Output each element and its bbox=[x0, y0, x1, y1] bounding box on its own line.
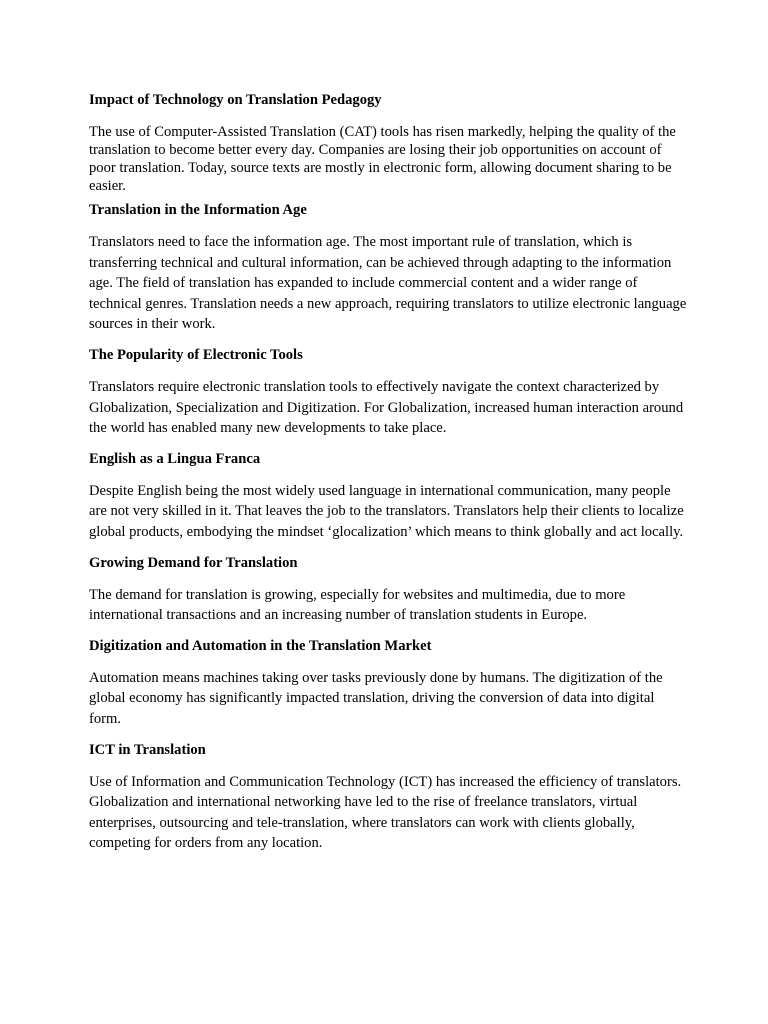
section-paragraph: The demand for translation is growing, especially for websites and multimedia, due to more international transactions and an increasing number of translation students in Europe. bbox=[89, 586, 626, 624]
section-heading: The Popularity of Electronic Tools bbox=[89, 346, 303, 363]
section-paragraph: Translators need to face the information age. The most important rule of translation, which is transferring technical and cultural information, can be achieved through adapting to the information age. The field of translation has expanded to include commercial content and a wider range of technical genres. Translation needs a new approach, requiring translators to utilize electronic language sources in their work. bbox=[89, 234, 687, 333]
section-heading: Impact of Technology on Translation Pedagogy bbox=[89, 92, 382, 108]
section-heading: Translation in the Information Age bbox=[89, 202, 307, 218]
section-heading: English as a Lingua Franca bbox=[89, 450, 261, 467]
section-heading: ICT in Translation bbox=[89, 741, 206, 758]
section-paragraph: Automation means machines taking over tasks previously done by humans. The digitization of the global economy has significantly impacted translation, driving the conversion of data into digital form. bbox=[89, 669, 663, 727]
section-paragraph: Despite English being the most widely used language in international communication, many people are not very skilled in it. That leaves the job to the translators. Translators help their clients to localize global products, embodying the mindset ‘glocalization’ which means to think globally and act locally. bbox=[89, 482, 684, 540]
section-heading: Digitization and Automation in the Translation Market bbox=[89, 637, 432, 654]
document-page bbox=[89, 91, 689, 854]
section-paragraph: Use of Information and Communication Technology (ICT) has increased the efficiency of translators. Globalization and international networking have led to the rise of freelance translators, virtual enterprises, outsourcing and tele-translation, where translators can work with clients globally, competing for orders from any location. bbox=[89, 773, 682, 852]
section-paragraph: Translators require electronic translation tools to effectively navigate the context characterized by Globalization, Specialization and Digitization. For Globalization, increased human interaction around the world has enabled many new developments to take place. bbox=[89, 378, 684, 437]
section-heading: Growing Demand for Translation bbox=[89, 554, 298, 571]
section-paragraph: The use of Computer-Assisted Translation (CAT) tools has risen markedly, helping the quality of the translation to become better every day. Companies are losing their job opportunities on account of poor translation. Today, source texts are mostly in electronic form, allowing document sharing to be easier. bbox=[89, 124, 676, 194]
